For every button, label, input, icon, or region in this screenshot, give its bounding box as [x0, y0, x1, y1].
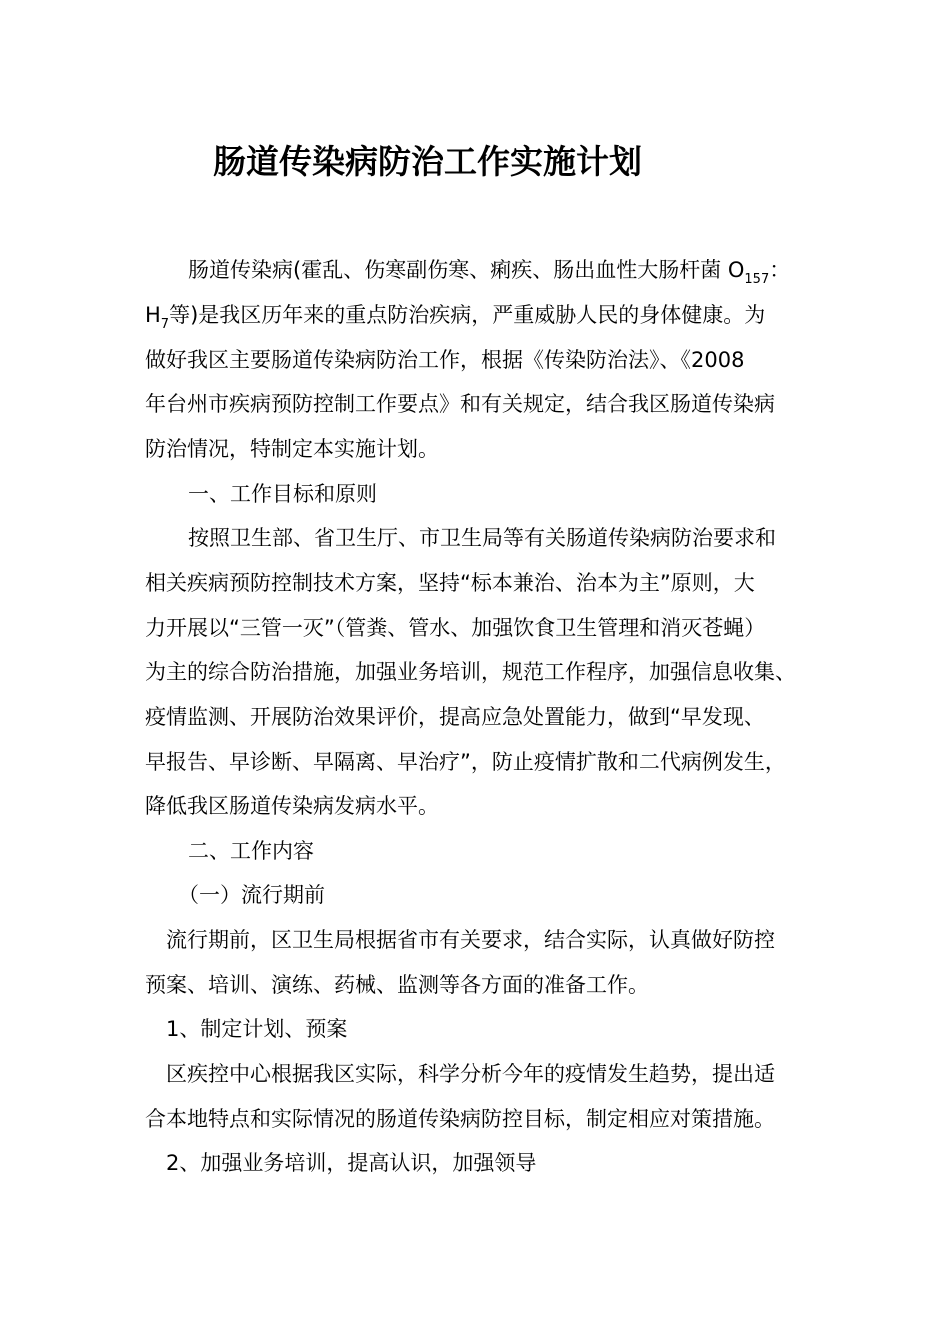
- intro-line-5: 防治情况，特制定本实施计划。: [145, 437, 439, 461]
- section2-item2-heading: 2、加强业务培训，提高认识，加强领导: [166, 1151, 537, 1175]
- section2-item1-line-1: 区疾控中心根据我区实际，科学分析今年的疫情发生趋势，提出适: [166, 1062, 775, 1086]
- section1-line-7: 降低我区肠道传染病发病水平。: [145, 794, 439, 818]
- section1-line-6: 早报告、早诊断、早隔离、早治疗”，防止疫情扩散和二代病例发生，: [145, 750, 786, 774]
- section2-heading: 二、工作内容: [188, 839, 314, 863]
- intro-line-2: [145, 300, 765, 330]
- intro-line-1: [188, 255, 790, 285]
- intro-subscript-7: 7: [160, 317, 170, 332]
- intro-line-2-text: 等)是我区历年来的重点防治疾病，严重威胁人民的身体健康。为: [169, 303, 766, 327]
- section1-line-4: 为主的综合防治措施，加强业务培训，规范工作程序，加强信息收集、: [145, 660, 796, 684]
- section1-heading: 一、工作目标和原则: [188, 482, 377, 506]
- section2-sub1-line-1: 流行期前，区卫生局根据省市有关要求，结合实际，认真做好防控: [166, 928, 775, 952]
- intro-line-4: 年台州市疾病预防控制工作要点》和有关规定，结合我区肠道传染病: [145, 392, 775, 416]
- section2-item1-line-2: 合本地特点和实际情况的肠道传染病防控目标，制定相应对策措施。: [145, 1107, 775, 1131]
- intro-line-3: 做好我区主要肠道传染病防治工作，根据《传染防治法》、《2008: [145, 348, 745, 372]
- section1-line-2: 相关疾病预防控制技术方案，坚持“标本兼治、治本为主”原则，大: [145, 571, 755, 595]
- section2-sub1-heading: （一）流行期前: [178, 883, 325, 907]
- section1-line-5: 疫情监测、开展防治效果评价，提高应急处置能力，做到“早发现、: [145, 705, 765, 729]
- section2-sub1-line-2: 预案、培训、演练、药械、监测等各方面的准备工作。: [145, 973, 649, 997]
- section1-line-3: 力开展以“三管一灭”（管粪、管水、加强饮食卫生管理和消灭苍蝇）: [145, 616, 766, 640]
- intro-line-2-h: H: [145, 303, 161, 327]
- section2-item1-heading: 1、制定计划、预案: [166, 1017, 348, 1041]
- intro-line-1-colon: ：: [769, 258, 791, 282]
- section1-line-1: 按照卫生部、省卫生厅、市卫生局等有关肠道传染病防治要求和: [188, 526, 776, 550]
- document-title: 肠道传染病防治工作实施计划: [213, 142, 642, 181]
- intro-line-1-text: 肠道传染病(霍乱、伤寒副伤寒、痢疾、肠出血性大肠杆菌 O: [188, 258, 745, 282]
- intro-subscript-157: 157: [744, 272, 770, 287]
